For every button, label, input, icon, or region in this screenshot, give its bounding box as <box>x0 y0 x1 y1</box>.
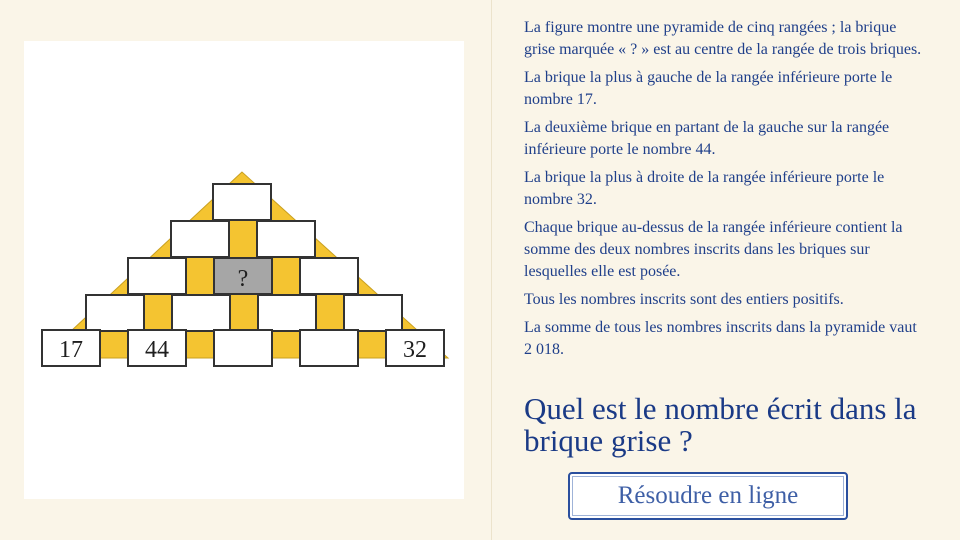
bottom-brick-3 <box>214 330 272 366</box>
brick <box>86 295 144 331</box>
brick <box>171 221 229 257</box>
brick <box>213 184 271 220</box>
bottom-brick-4 <box>300 330 358 366</box>
gray-brick-label: ? <box>237 266 249 292</box>
statement-paragraph: La deuxième brique en partant de la gauche sur la rangée inférieure porte le nombre 44. <box>524 119 890 158</box>
bottom-brick-2-number: 44 <box>145 337 169 363</box>
question-heading: Quel est le nombre écrit dans la brique grise ? <box>524 391 917 458</box>
statement-paragraph: La somme de tous les nombres inscrits dans la pyramide vaut 2 018. <box>524 319 917 358</box>
solve-online-button[interactable]: Résoudre en ligne <box>568 472 848 520</box>
column-divider <box>491 0 492 540</box>
bottom-brick-5-number: 32 <box>403 337 427 363</box>
pyramid-figure <box>24 41 464 499</box>
statement-paragraph: Chaque brique au-dessus de la rangée inférieure contient la somme des deux nombres inscrits dans les briques sur lesquelles elle est posée. <box>524 219 903 280</box>
brick <box>344 295 402 331</box>
statement-paragraph: Tous les nombres inscrits sont des entiers positifs. <box>524 291 844 308</box>
brick <box>172 295 230 331</box>
brick <box>128 258 186 294</box>
statement-paragraph: La figure montre une pyramide de cinq rangées ; la brique grise marquée « ? » est au centre de la rangée de trois briques. <box>524 19 922 58</box>
statement-paragraph: La brique la plus à droite de la rangée inférieure porte le nombre 32. <box>524 169 885 208</box>
problem-statement <box>524 17 924 367</box>
brick <box>258 295 316 331</box>
bottom-brick-1-number: 17 <box>59 337 83 363</box>
pyramid-drawing <box>24 41 464 499</box>
statement-paragraph: La brique la plus à gauche de la rangée inférieure porte le nombre 17. <box>524 69 893 108</box>
brick <box>257 221 315 257</box>
brick <box>300 258 358 294</box>
